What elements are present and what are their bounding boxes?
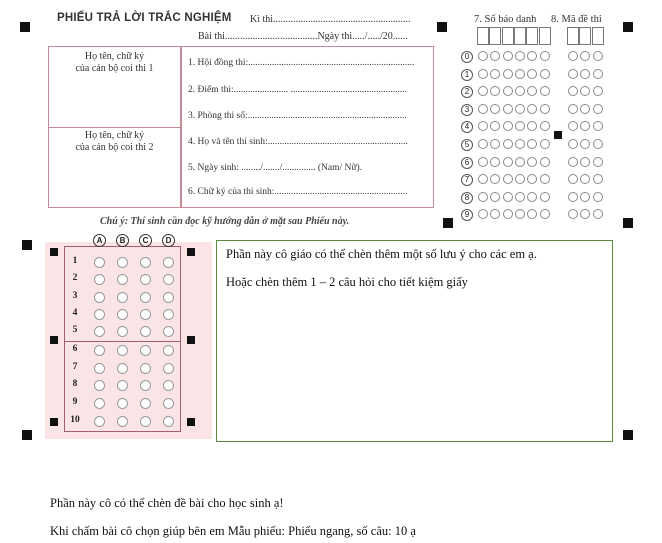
divider [64,341,181,342]
question-number: 3 [72,291,78,301]
instruction-note: Chú ý: Thí sinh cần đọc kỹ hướng dẫn ở mặt sau Phiếu này. [100,216,350,227]
timing-mark [20,22,30,32]
exam-code-bubble[interactable] [593,157,603,167]
candidate-number-bubble[interactable] [490,121,500,131]
candidate-number-bubble[interactable] [478,69,488,79]
exam-code-bubble[interactable] [593,121,603,131]
answer-bubble[interactable] [140,326,151,337]
candidate-number-bubble[interactable] [515,174,525,184]
candidate-number-entry-box[interactable] [477,27,489,45]
field-full-name: 4. Họ và tên thí sinh:........................................................... [188,137,408,147]
timing-mark [623,430,633,440]
answer-bubble[interactable] [117,309,128,320]
timing-mark [554,131,562,139]
exam-code-bubble[interactable] [580,192,590,202]
answer-bubble[interactable] [94,380,105,391]
answer-bubble[interactable] [140,380,151,391]
candidate-number-bubble[interactable] [515,51,525,61]
timing-mark [623,22,633,32]
candidate-number-bubble[interactable] [527,51,537,61]
choice-b-header: B [116,234,129,247]
question-number: 1 [72,256,78,266]
answer-bubble[interactable] [117,274,128,285]
candidate-number-bubble[interactable] [527,121,537,131]
exam-code-bubble[interactable] [593,51,603,61]
answer-bubble[interactable] [140,257,151,268]
question-number: 4 [72,308,78,318]
answer-bubble[interactable] [117,326,128,337]
answer-bubble[interactable] [140,363,151,374]
digit-label: 7 [461,174,473,186]
exam-code-bubble[interactable] [580,51,590,61]
candidate-number-bubble[interactable] [527,209,537,219]
digit-label: 8 [461,192,473,204]
answer-bubble[interactable] [117,416,128,427]
candidate-number-bubble[interactable] [503,104,513,114]
exam-code-bubble[interactable] [568,209,578,219]
candidate-number-bubble[interactable] [540,121,550,131]
exam-code-bubble[interactable] [568,104,578,114]
exam-code-entry-box[interactable] [567,27,579,45]
timing-mark [443,218,453,228]
candidate-number-bubble[interactable] [515,86,525,96]
answer-bubble[interactable] [140,292,151,303]
candidate-number-bubble[interactable] [503,121,513,131]
answer-bubble[interactable] [163,257,174,268]
exam-code-bubble[interactable] [593,69,603,79]
answer-bubble[interactable] [94,326,105,337]
answer-bubble[interactable] [117,398,128,409]
candidate-number-bubble[interactable] [540,51,550,61]
question-number: 6 [72,344,78,354]
exam-code-bubble[interactable] [568,174,578,184]
exam-code-bubble[interactable] [568,86,578,96]
candidate-number-bubble[interactable] [527,139,537,149]
candidate-number-bubble[interactable] [540,139,550,149]
exam-code-bubble[interactable] [568,192,578,202]
candidate-number-bubble[interactable] [490,174,500,184]
timing-mark [50,248,58,256]
candidate-number-bubble[interactable] [527,86,537,96]
choice-c-header: C [139,234,152,247]
exam-code-entry-box[interactable] [592,27,604,45]
answer-bubble[interactable] [94,363,105,374]
candidate-number-entry-box[interactable] [502,27,514,45]
exam-code-bubble[interactable] [568,69,578,79]
answer-bubble[interactable] [94,345,105,356]
question-number: 8 [72,379,78,389]
candidate-number-bubble[interactable] [515,69,525,79]
exam-code-bubble[interactable] [580,86,590,96]
answer-bubble[interactable] [117,345,128,356]
digit-label: 3 [461,104,473,116]
exam-code-bubble[interactable] [568,121,578,131]
exam-code-bubble[interactable] [580,69,590,79]
candidate-number-bubble[interactable] [490,209,500,219]
candidate-number-bubble[interactable] [503,139,513,149]
exam-code-bubble[interactable] [580,157,590,167]
exam-label: Kì thi....................................................... [250,14,411,25]
digit-label: 1 [461,69,473,81]
exam-code-bubble[interactable] [580,174,590,184]
candidate-number-bubble[interactable] [503,157,513,167]
answer-bubble[interactable] [117,363,128,374]
candidate-number-bubble[interactable] [527,69,537,79]
exam-code-bubble[interactable] [568,139,578,149]
digit-label: 0 [461,51,473,63]
candidate-number-bubble[interactable] [515,121,525,131]
answer-bubble[interactable] [140,345,151,356]
answer-bubble[interactable] [163,363,174,374]
answer-bubble[interactable] [140,398,151,409]
answer-bubble[interactable] [94,416,105,427]
exam-code-bubble[interactable] [580,121,590,131]
candidate-number-bubble[interactable] [478,104,488,114]
candidate-number-bubble[interactable] [515,139,525,149]
timing-mark [50,418,58,426]
invigilator-1-line1: Họ tên, chữ ký [84,51,145,62]
candidate-number-entry-box[interactable] [489,27,501,45]
teacher-note-line-1: Phần này cô giáo có thể chèn thêm một số lưu ý cho các em ạ. [226,247,537,261]
question-number: 2 [72,273,78,283]
bottom-note-line-1: Phần này cô có thể chèn đề bài cho học sinh ạ! [50,496,284,510]
candidate-number-bubble[interactable] [515,209,525,219]
answer-bubble[interactable] [140,274,151,285]
question-number: 5 [72,325,78,335]
exam-code-label: 8. Mã đề thi [551,14,602,25]
teacher-note-line-2: Hoặc chèn thêm 1 – 2 câu hỏi cho tiết kiệm giấy [226,275,468,289]
answer-bubble[interactable] [94,292,105,303]
candidate-number-bubble[interactable] [490,69,500,79]
field-birth-date: 5. Ngày sinh: ......../......./.............. (Nam/ Nữ). [188,163,363,173]
choice-d-header: D [162,234,175,247]
candidate-number-bubble[interactable] [478,51,488,61]
field-exam-site: 2. Điểm thi:....................... ................................................. [188,85,408,95]
answer-bubble[interactable] [117,257,128,268]
digit-label: 9 [461,209,473,221]
answer-bubble[interactable] [163,380,174,391]
answer-bubble[interactable] [94,274,105,285]
candidate-number-bubble[interactable] [540,69,550,79]
candidate-number-bubble[interactable] [490,86,500,96]
exam-code-bubble[interactable] [593,174,603,184]
teacher-note-box[interactable] [216,240,613,442]
answer-bubble[interactable] [163,274,174,285]
digit-label: 5 [461,139,473,151]
answer-bubble[interactable] [94,398,105,409]
candidate-number-entry-box[interactable] [539,27,551,45]
candidate-number-bubble[interactable] [478,139,488,149]
exam-code-bubble[interactable] [593,209,603,219]
candidate-number-bubble[interactable] [527,104,537,114]
timing-mark [22,430,32,440]
candidate-number-bubble[interactable] [503,86,513,96]
candidate-number-bubble[interactable] [490,104,500,114]
sheet-title: PHIẾU TRẢ LỜI TRẮC NGHIỆM [57,12,232,24]
answer-bubble[interactable] [163,292,174,303]
exam-code-entry-box[interactable] [579,27,591,45]
candidate-number-bubble[interactable] [515,192,525,202]
candidate-number-bubble[interactable] [490,51,500,61]
field-signature: 6. Chữ ký của thí sinh:........................................................ [188,187,408,197]
candidate-number-bubble[interactable] [478,121,488,131]
answer-bubble[interactable] [163,416,174,427]
candidate-number-bubble[interactable] [503,69,513,79]
candidate-number-bubble[interactable] [490,139,500,149]
exam-code-bubble[interactable] [593,86,603,96]
exam-code-bubble[interactable] [568,51,578,61]
exam-code-bubble[interactable] [593,139,603,149]
exam-code-bubble[interactable] [568,157,578,167]
candidate-number-bubble[interactable] [527,174,537,184]
candidate-number-entry-box[interactable] [514,27,526,45]
divider [48,127,181,128]
digit-label: 6 [461,157,473,169]
candidate-number-bubble[interactable] [478,209,488,219]
choice-a-header: A [93,234,106,247]
digit-label: 4 [461,121,473,133]
exam-code-bubble[interactable] [580,139,590,149]
field-exam-council: 1. Hội đồng thi:...................................................................... [188,58,415,68]
candidate-number-bubble[interactable] [503,209,513,219]
timing-mark [187,248,195,256]
answer-bubble[interactable] [94,257,105,268]
field-room: 3. Phòng thi số:................................................................... [188,111,407,121]
timing-mark [187,336,195,344]
answer-bubble[interactable] [117,380,128,391]
candidate-number-bubble[interactable] [503,192,513,202]
candidate-number-bubble[interactable] [503,174,513,184]
candidate-number-bubble[interactable] [478,86,488,96]
answer-bubble[interactable] [163,309,174,320]
timing-mark [437,22,447,32]
candidate-number-bubble[interactable] [490,192,500,202]
answer-bubble[interactable] [163,398,174,409]
answer-bubble[interactable] [140,309,151,320]
candidate-number-bubble[interactable] [515,157,525,167]
candidate-number-bubble[interactable] [540,157,550,167]
exam-code-bubble[interactable] [593,104,603,114]
candidate-number-bubble[interactable] [515,104,525,114]
candidate-number-bubble[interactable] [503,51,513,61]
invigilator-1-line2: của cán bộ coi thi 1 [75,63,154,74]
candidate-number-bubble[interactable] [478,157,488,167]
candidate-number-bubble[interactable] [540,104,550,114]
timing-mark [623,218,633,228]
candidate-number-entry-box[interactable] [526,27,538,45]
candidate-number-bubble[interactable] [527,157,537,167]
candidate-number-bubble[interactable] [478,174,488,184]
exam-code-bubble[interactable] [593,192,603,202]
candidate-number-bubble[interactable] [540,192,550,202]
candidate-number-bubble[interactable] [540,174,550,184]
candidate-number-bubble[interactable] [490,157,500,167]
bottom-note-line-2: Khi chấm bài cô chọn giúp bên em Mẫu phiếu: Phiếu ngang, số câu: 10 ạ [50,524,416,538]
answer-bubble[interactable] [94,309,105,320]
timing-mark [50,336,58,344]
candidate-number-label: 7. Số báo danh [474,14,537,25]
candidate-info-panel [181,46,434,208]
invigilator-2-line1: Họ tên, chữ ký [84,130,145,141]
candidate-number-bubble[interactable] [478,192,488,202]
candidate-number-bubble[interactable] [540,209,550,219]
digit-label: 2 [461,86,473,98]
answer-bubble[interactable] [117,292,128,303]
subject-date-label: Bài thi.....................................Ngày thi...../...../20...... [198,31,408,42]
answer-bubble[interactable] [140,416,151,427]
exam-code-bubble[interactable] [580,104,590,114]
timing-mark [22,240,32,250]
exam-code-bubble[interactable] [580,209,590,219]
answer-bubble[interactable] [163,326,174,337]
candidate-number-bubble[interactable] [540,86,550,96]
question-number: 10 [70,415,80,425]
question-number: 9 [72,397,78,407]
invigilator-2-line2: của cán bộ coi thi 2 [75,142,154,153]
question-number: 7 [72,362,78,372]
answer-bubble[interactable] [163,345,174,356]
timing-mark [187,418,195,426]
candidate-number-bubble[interactable] [527,192,537,202]
